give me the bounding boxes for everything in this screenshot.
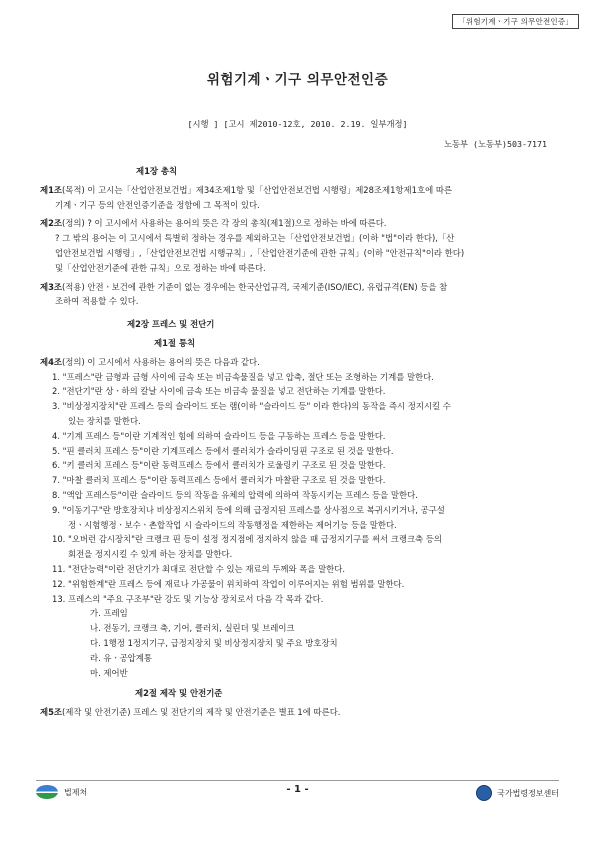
chapter-heading: 제1장 총칙 <box>136 166 178 176</box>
footer-right <box>476 785 559 801</box>
article-text: (적용) 안전ㆍ보건에 관한 기준이 없는 경우에는 한국산업규격, 국제기준(ISO/IEC), 유럽규격(EN) 등을 참 <box>62 281 448 292</box>
article-5 <box>40 705 560 720</box>
article-number: 제3조 <box>40 281 63 292</box>
article-4 <box>40 355 560 370</box>
list-item: 5. "핀 클러치 프레스 등"이란 기계프레스 등에서 클러치가 슬라이딩핀 구조로 된 것을 말한다. <box>52 445 394 456</box>
list-item-continuation: 정ㆍ시험행정ㆍ보수ㆍ촌합작업 시 슬라이드의 작동행정을 제한하는 제어기능 등을 말한다. <box>68 519 397 530</box>
list-item: 8. "액압 프레스등"이란 슬라이드 등의 작동을 유체의 압력에 의하여 작동시키는 프레스 등을 말한다. <box>52 489 418 500</box>
article-number: 제5조 <box>40 707 63 718</box>
list-item: 2. "전단기"란 상ㆍ하의 칼날 사이에 금속 또는 비금속 물질을 넣고 전단하는 기계를 말한다. <box>52 386 386 397</box>
list-item-continuation: 있는 장치를 말한다. <box>68 415 141 426</box>
sub-item: 가. 프레임 <box>90 608 128 619</box>
document-body <box>40 156 560 720</box>
footer-divider <box>36 780 559 781</box>
sub-item: 라. 유ㆍ공압계통 <box>90 652 152 663</box>
article-text: (목적) 이 고시는「산업안전보건법」제34조제1항 및「산업안전보건법 시행령」제28조제1항제1호에 따른 <box>62 184 452 195</box>
article-paragraph: ? 그 밖의 용어는 이 고시에서 특별히 정하는 경우를 제외하고는「산업안전보건법」(이하 "법"이라 한다),「산 <box>55 233 455 244</box>
footer-right-label: 국가법령정보센터 <box>497 788 559 798</box>
article-text: (정의) ? 이 고시에서 사용하는 용어의 뜻은 각 장의 총칙(제1절)으로 정하는 바에 따른다. <box>62 218 387 229</box>
page-number: - 1 - <box>286 784 309 795</box>
list-item: 6. "키 클러치 프레스 등"이란 동력프레스 등에서 클러치가 로울링키 구조로 된 것을 말한다. <box>52 460 386 471</box>
ministry-contact: 노동부 (노동부)503-7171 <box>443 139 547 149</box>
list-item-continuation: 회전을 정지시킬 수 있게 하는 장치를 말한다. <box>68 549 233 560</box>
enforcement-meta: [시행 ] [고시 제2010-12호, 2010. 2.19. 일부개정] <box>187 119 408 129</box>
sub-item: 다. 1행정 1정지기구, 급정지장치 및 비상정지장치 및 주요 방호장치 <box>90 637 338 648</box>
list-item: 4. "기계 프레스 등"이란 기계적인 힘에 의하여 슬라이드 등을 구동하는 프레스 등을 말한다. <box>52 430 386 441</box>
list-item: 9. "이동기구"란 방호장치나 비상정지스위치 등에 의해 급정지된 프레스를 상사점으로 복귀시키거나, 공구설 <box>52 504 445 515</box>
article-text: (제작 및 안전기준) 프레스 및 전단기의 제작 및 안전기준은 별표 1에 따른다. <box>62 707 341 718</box>
list-item: 11. "전단능력"이란 전단기가 최대로 전단할 수 있는 재료의 두께와 폭을 말한다. <box>52 563 346 574</box>
list-item: 10. "오버런 감시장치"란 크랭크 핀 등이 설정 정지점에 정지하지 않을 때 급정지기구를 써서 크랭크축 등의 <box>52 534 442 545</box>
section-heading: 제2절 제작 및 안전기준 <box>135 688 223 699</box>
sub-item: 마. 제어반 <box>90 667 128 678</box>
article-1 <box>40 183 560 198</box>
law-center-logo-icon <box>476 785 492 801</box>
article-number: 제4조 <box>40 356 63 367</box>
footer-left-label: 법제처 <box>64 787 88 797</box>
chapter-heading: 제2장 프레스 및 전단기 <box>127 319 215 330</box>
list-item: 12. "위험한계"란 프레스 등에 재료나 가공물이 위치하여 작업이 이루어지는 위험 범위를 말한다. <box>52 578 405 589</box>
article-continuation: 기계ㆍ기구 등의 안전인증기준을 정함에 그 목적이 있다. <box>55 199 260 210</box>
article-continuation: 업안전보건법 시행령」,「산업안전보건법 시행규칙」,「산업안전기준에 관한 규칙」(이하 "안전규칙"이라 한다) <box>55 247 465 258</box>
article-2 <box>40 216 560 231</box>
page-footer <box>36 784 559 804</box>
list-item: 13. 프레스의 "주요 구조부"란 강도 및 기능상 장치로서 다음 각 목과 같다. <box>52 593 324 604</box>
article-number: 제1조 <box>40 184 63 195</box>
article-continuation: 조하여 적용할 수 있다. <box>55 296 139 307</box>
section-heading: 제1절 통칙 <box>154 337 196 348</box>
sub-item: 나. 전동기, 크랭크 축, 기어, 클러치, 실린더 및 브레이크 <box>90 623 295 634</box>
document-header-tag: 「위험기계ㆍ기구 의무안전인증」 <box>452 14 579 29</box>
list-item: 1. "프레스"란 금형과 금형 사이에 금속 또는 비금속물질을 넣고 압축, 절단 또는 조형하는 기계를 말한다. <box>52 371 434 382</box>
article-number: 제2조 <box>40 218 63 229</box>
document-title: 위험기계ㆍ기구 의무안전인증 <box>206 72 389 88</box>
article-text: (정의) 이 고시에서 사용하는 용어의 뜻은 다음과 같다. <box>62 356 260 367</box>
article-3 <box>40 280 560 295</box>
article-continuation: 및「산업안전기준에 관한 규칙」으로 정하는 바에 따른다. <box>55 262 266 273</box>
list-item: 7. "마찰 클러치 프레스 등"이란 동력프레스 등에서 클러치가 마찰판 구조로 된 것을 말한다. <box>52 475 386 486</box>
list-item: 3. "비상정지장치"란 프레스 등의 슬라이드 또는 램(이하 "슬라이드 등" 이라 한다)의 동작을 즉시 정지시킬 수 <box>52 401 451 412</box>
